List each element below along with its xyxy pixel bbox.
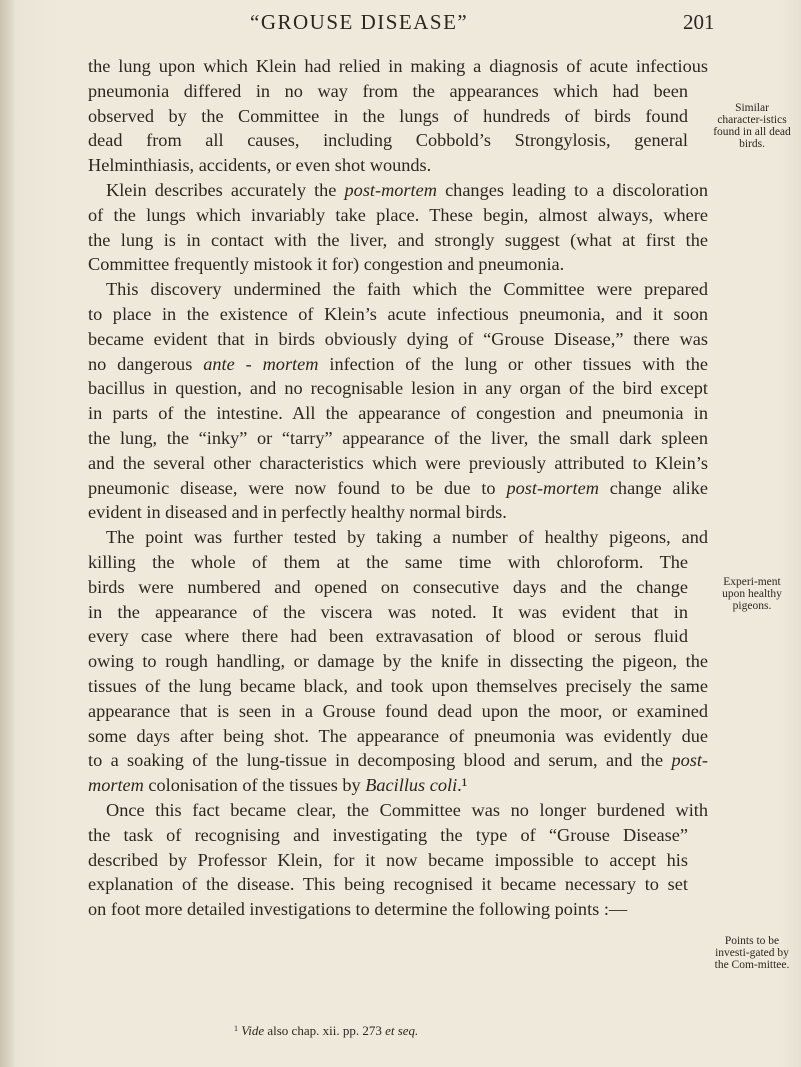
text-segment: bacillus in question, and no recognisable lesion in any organ of the bird except	[88, 378, 708, 399]
text-line	[88, 823, 688, 848]
footnote-italic: Vide	[241, 1023, 265, 1038]
text-segment: no dangerous	[88, 353, 204, 374]
text-segment: the lung is in contact with the liver, and strongly suggest (what at first the	[88, 229, 708, 250]
footnote	[234, 1023, 418, 1039]
text-line	[88, 352, 708, 377]
margin-note-similar-characteristics: Similar character-istics found in all dead birds.	[713, 102, 791, 150]
text-line	[88, 748, 708, 773]
italic-text: ante - mortem	[203, 353, 319, 374]
text-segment: dead from all causes, including Cobbold’s Strongylosis, general	[88, 130, 688, 151]
text-line	[88, 54, 708, 79]
text-line	[88, 525, 708, 550]
page-gutter	[0, 0, 14, 1067]
text-line	[88, 327, 708, 352]
text-segment: appearance that is seen in a Grouse found dead upon the moor, or examined	[88, 700, 708, 721]
text-segment: of the lungs which invariably take place. These begin, almost always, where	[88, 204, 708, 225]
text-line	[88, 848, 688, 873]
text-line	[88, 624, 688, 649]
text-segment: changes leading to a discoloration	[436, 179, 708, 200]
text-line	[88, 228, 708, 253]
text-line	[88, 674, 708, 699]
italic-text: post-mortem	[344, 179, 437, 200]
text-line	[88, 724, 708, 749]
text-line	[88, 104, 688, 129]
footnote-text: also chap. xii. pp. 273	[264, 1023, 386, 1038]
text-line	[88, 451, 708, 476]
footnote-italic-2: et seq.	[385, 1023, 419, 1038]
text-segment: and the several other characteristics which were previously attributed to Klein’s	[88, 452, 708, 473]
text-segment: became evident that in birds obviously dying of “Grouse Disease,” there was	[88, 328, 708, 349]
text-segment: Once this fact became clear, the Committee was no longer burdened with	[106, 799, 708, 820]
text-line	[88, 500, 708, 525]
text-segment: described by Professor Klein, for it now became impossible to accept his	[88, 849, 688, 870]
text-segment: to a soaking of the lung-tissue in decomposing blood and serum, and the	[88, 750, 672, 771]
text-line	[88, 376, 708, 401]
text-line	[88, 798, 708, 823]
text-line	[88, 872, 688, 897]
text-segment: in parts of the intestine. All the appearance of congestion and pneumonia in	[88, 403, 708, 424]
text-segment: killing the whole of them at the same time with chloroform. The	[88, 551, 688, 572]
text-segment: pneumonic disease, were now found to be due to	[88, 477, 507, 498]
text-segment: colonisation of the tissues by	[143, 775, 366, 796]
text-segment: the lung upon which Klein had relied in making a diagnosis of acute infectious	[88, 56, 708, 76]
text-segment: some days after being shot. The appearance of pneumonia was evidently due	[88, 725, 708, 746]
text-segment: The point was further tested by taking a number of healthy pigeons, and	[106, 527, 708, 548]
italic-text: Bacillus coli	[365, 775, 458, 796]
text-line	[88, 550, 688, 575]
text-segment: Klein describes accurately the	[106, 179, 345, 200]
page-number: 201	[683, 10, 715, 34]
text-segment: explanation of the disease. This being recognised it became necessary to set	[88, 874, 688, 895]
text-segment: tissues of the lung became black, and took upon themselves precisely the same	[88, 675, 708, 696]
text-segment: observed by the Committee in the lungs of hundreds of birds found	[88, 105, 688, 126]
text-line	[88, 426, 708, 451]
text-line	[88, 699, 708, 724]
italic-text: post-mortem	[506, 477, 599, 498]
text-line	[88, 302, 708, 327]
running-head: “GROUSE DISEASE”	[250, 10, 469, 34]
text-segment: the task of recognising and investigating the type of “Grouse Disease”	[88, 824, 688, 845]
text-line	[88, 649, 708, 674]
text-segment: in the appearance of the viscera was noted. It was evident that in	[88, 601, 688, 622]
text-segment: Helminthiasis, accidents, or even shot wounds.	[88, 155, 432, 176]
page-header	[0, 10, 801, 36]
italic-text: mortem	[88, 775, 144, 796]
text-segment: birds were numbered and opened on consecutive days and the change	[88, 576, 688, 597]
text-segment: the lung, the “inky” or “tarry” appearance of the liver, the small dark spleen	[88, 427, 708, 448]
text-line	[88, 277, 708, 302]
text-segment: infection of the lung or other tissues with the	[318, 353, 709, 374]
text-segment: pneumonia differed in no way from the appearances which had been	[88, 80, 688, 101]
italic-text: post-	[671, 750, 708, 771]
text-segment: change alike	[598, 477, 709, 498]
text-line	[88, 203, 708, 228]
text-segment: evident in diseased and in perfectly healthy normal birds.	[88, 502, 507, 523]
text-line	[88, 401, 708, 426]
margin-note-points-investigated: Points to be investi-gated by the Com-mittee.	[714, 935, 790, 971]
text-line	[88, 252, 708, 277]
text-line	[88, 153, 708, 178]
text-segment: Committee frequently mistook it for) congestion and pneumonia.	[88, 254, 565, 275]
text-line	[88, 773, 708, 798]
text-line	[88, 79, 688, 104]
text-segment: every case where there had been extravasation of blood or serous fluid	[88, 626, 688, 647]
text-line	[88, 897, 708, 922]
body-text	[88, 54, 708, 922]
text-segment: owing to rough handling, or damage by the knife in dissecting the pigeon, the	[88, 651, 708, 672]
footnote-marker: 1	[234, 1024, 238, 1033]
text-segment: This discovery undermined the faith which the Committee were prepared	[106, 279, 708, 300]
text-line	[88, 178, 708, 203]
text-segment: to place in the existence of Klein’s acute infectious pneumonia, and it soon	[88, 303, 708, 324]
text-line	[88, 128, 688, 153]
text-segment: on foot more detailed investigations to determine the following points :—	[88, 899, 628, 920]
margin-note-experiment-pigeons: Experi-ment upon healthy pigeons.	[722, 576, 782, 612]
text-line	[88, 476, 708, 501]
text-segment: .¹	[457, 775, 468, 796]
text-line	[88, 600, 688, 625]
text-line	[88, 575, 688, 600]
